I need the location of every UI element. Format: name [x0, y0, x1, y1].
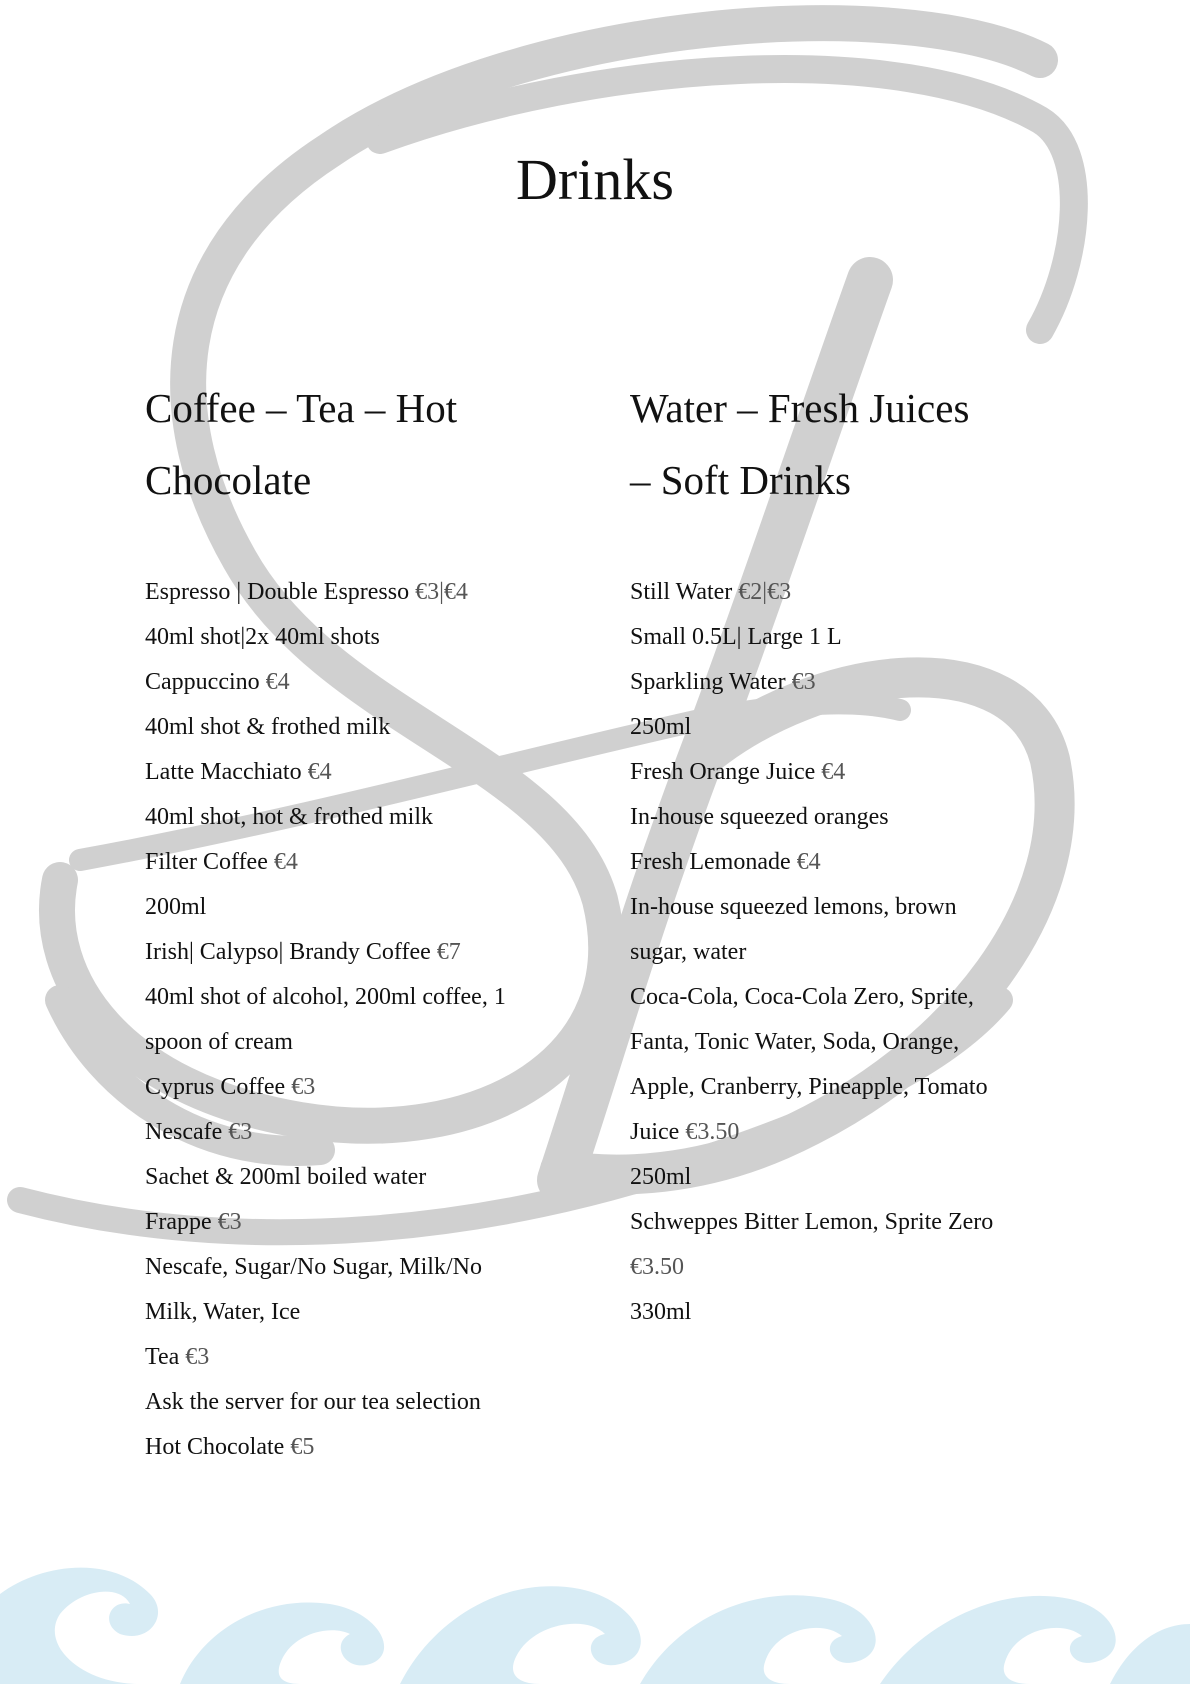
waves-decoration — [0, 1484, 1190, 1684]
item-text: Fresh Orange Juice — [630, 759, 822, 785]
menu-line — [145, 705, 565, 750]
item-price: €4 — [273, 849, 298, 875]
menu-line — [145, 750, 565, 795]
menu-line — [145, 885, 565, 930]
heading-line-1: Coffee – Tea – Hot — [145, 385, 458, 431]
menu-line — [630, 570, 1070, 615]
item-text: sugar, water — [630, 939, 747, 965]
item-text: Milk, Water, Ice — [145, 1299, 301, 1325]
item-text: Juice — [630, 1119, 686, 1145]
menu-line — [630, 1020, 1070, 1065]
section-heading — [145, 372, 565, 516]
coffee-tea-section — [145, 372, 565, 1470]
item-text: Sachet & 200ml boiled water — [145, 1164, 427, 1190]
water-juices-section — [630, 372, 1070, 1335]
heading-line-2: Chocolate — [145, 457, 312, 503]
menu-line — [145, 1155, 565, 1200]
menu-line — [145, 975, 565, 1020]
item-text: Frappe — [145, 1209, 218, 1235]
item-text: Schweppes Bitter Lemon, Sprite Zero — [630, 1209, 994, 1235]
item-text: Apple, Cranberry, Pineapple, Tomato — [630, 1074, 988, 1100]
item-price: €3 — [791, 669, 816, 695]
item-price: €3.50 — [685, 1119, 740, 1145]
item-price: €7 — [436, 939, 461, 965]
menu-line — [630, 975, 1070, 1020]
item-price: €3.50 — [630, 1254, 684, 1280]
menu-line — [630, 885, 1070, 930]
menu-line — [145, 1065, 565, 1110]
item-text: Cappuccino — [145, 669, 266, 695]
item-text: spoon of cream — [145, 1029, 293, 1055]
heading-line-1: Water – Fresh Juices — [630, 385, 970, 431]
menu-line — [630, 1110, 1070, 1155]
item-price: €5 — [290, 1434, 315, 1460]
menu-line — [630, 1245, 1070, 1290]
menu-line — [630, 705, 1070, 750]
item-text: Latte Macchiato — [145, 759, 308, 785]
item-text: 330ml — [630, 1299, 692, 1325]
item-text: 40ml shot of alcohol, 200ml coffee, 1 — [145, 984, 506, 1010]
item-text: Coca-Cola, Coca-Cola Zero, Sprite, — [630, 984, 974, 1010]
menu-line — [630, 615, 1070, 660]
menu-line — [145, 570, 565, 615]
item-text: Ask the server for our tea selection — [145, 1389, 481, 1415]
menu-line — [630, 795, 1070, 840]
item-text: Cyprus Coffee — [145, 1074, 292, 1100]
item-text: Small 0.5L| Large 1 L — [630, 624, 842, 650]
item-price: €4 — [796, 849, 821, 875]
menu-line — [145, 615, 565, 660]
menu-line — [630, 930, 1070, 975]
menu-line — [630, 840, 1070, 885]
item-price: €3 — [228, 1119, 253, 1145]
item-price: €3 — [291, 1074, 316, 1100]
item-text: 40ml shot|2x 40ml shots — [145, 624, 380, 650]
item-text: Sparkling Water — [630, 669, 792, 695]
menu-line — [630, 1155, 1070, 1200]
item-price: €3 — [217, 1209, 242, 1235]
item-text: 40ml shot & frothed milk — [145, 714, 391, 740]
menu-line — [630, 660, 1070, 705]
item-text: 40ml shot, hot & frothed milk — [145, 804, 433, 830]
item-text: Nescafe — [145, 1119, 229, 1145]
heading-line-2: – Soft Drinks — [630, 457, 851, 503]
item-text: 250ml — [630, 714, 692, 740]
item-price: €4 — [821, 759, 846, 785]
item-text: Espresso | Double Espresso — [145, 579, 416, 605]
menu-line — [630, 750, 1070, 795]
item-price: €3|€4 — [415, 579, 468, 605]
drink-list — [145, 570, 565, 1470]
menu-line — [145, 1245, 565, 1290]
item-text: Fanta, Tonic Water, Soda, Orange, — [630, 1029, 960, 1055]
menu-line — [145, 1335, 565, 1380]
item-price: €2|€3 — [738, 579, 792, 605]
item-text: In-house squeezed lemons, brown — [630, 894, 957, 920]
item-price: €4 — [307, 759, 332, 785]
item-price: €4 — [265, 669, 290, 695]
menu-line — [630, 1290, 1070, 1335]
menu-line — [145, 1200, 565, 1245]
menu-line — [145, 840, 565, 885]
page-title: Drinks — [516, 147, 674, 212]
menu-line — [630, 1065, 1070, 1110]
section-heading — [630, 372, 1070, 516]
menu-line — [145, 1110, 565, 1155]
item-text: Nescafe, Sugar/No Sugar, Milk/No — [145, 1254, 482, 1280]
drink-list — [630, 570, 1070, 1335]
menu-line — [145, 930, 565, 975]
item-text: 200ml — [145, 894, 207, 920]
item-text: Filter Coffee — [145, 849, 274, 875]
item-text: Irish| Calypso| Brandy Coffee — [145, 939, 437, 965]
menu-line — [145, 1290, 565, 1335]
menu-line — [145, 1380, 565, 1425]
item-text: In-house squeezed oranges — [630, 804, 889, 830]
menu-line — [145, 1425, 565, 1470]
item-text: Fresh Lemonade — [630, 849, 797, 875]
menu-line — [630, 1200, 1070, 1245]
item-text: Tea — [145, 1344, 186, 1370]
item-price: €3 — [185, 1344, 210, 1370]
menu-line — [145, 660, 565, 705]
menu-line — [145, 795, 565, 840]
item-text: 250ml — [630, 1164, 692, 1190]
item-text: Still Water — [630, 579, 739, 605]
item-text: Hot Chocolate — [145, 1434, 291, 1460]
menu-line — [145, 1020, 565, 1065]
